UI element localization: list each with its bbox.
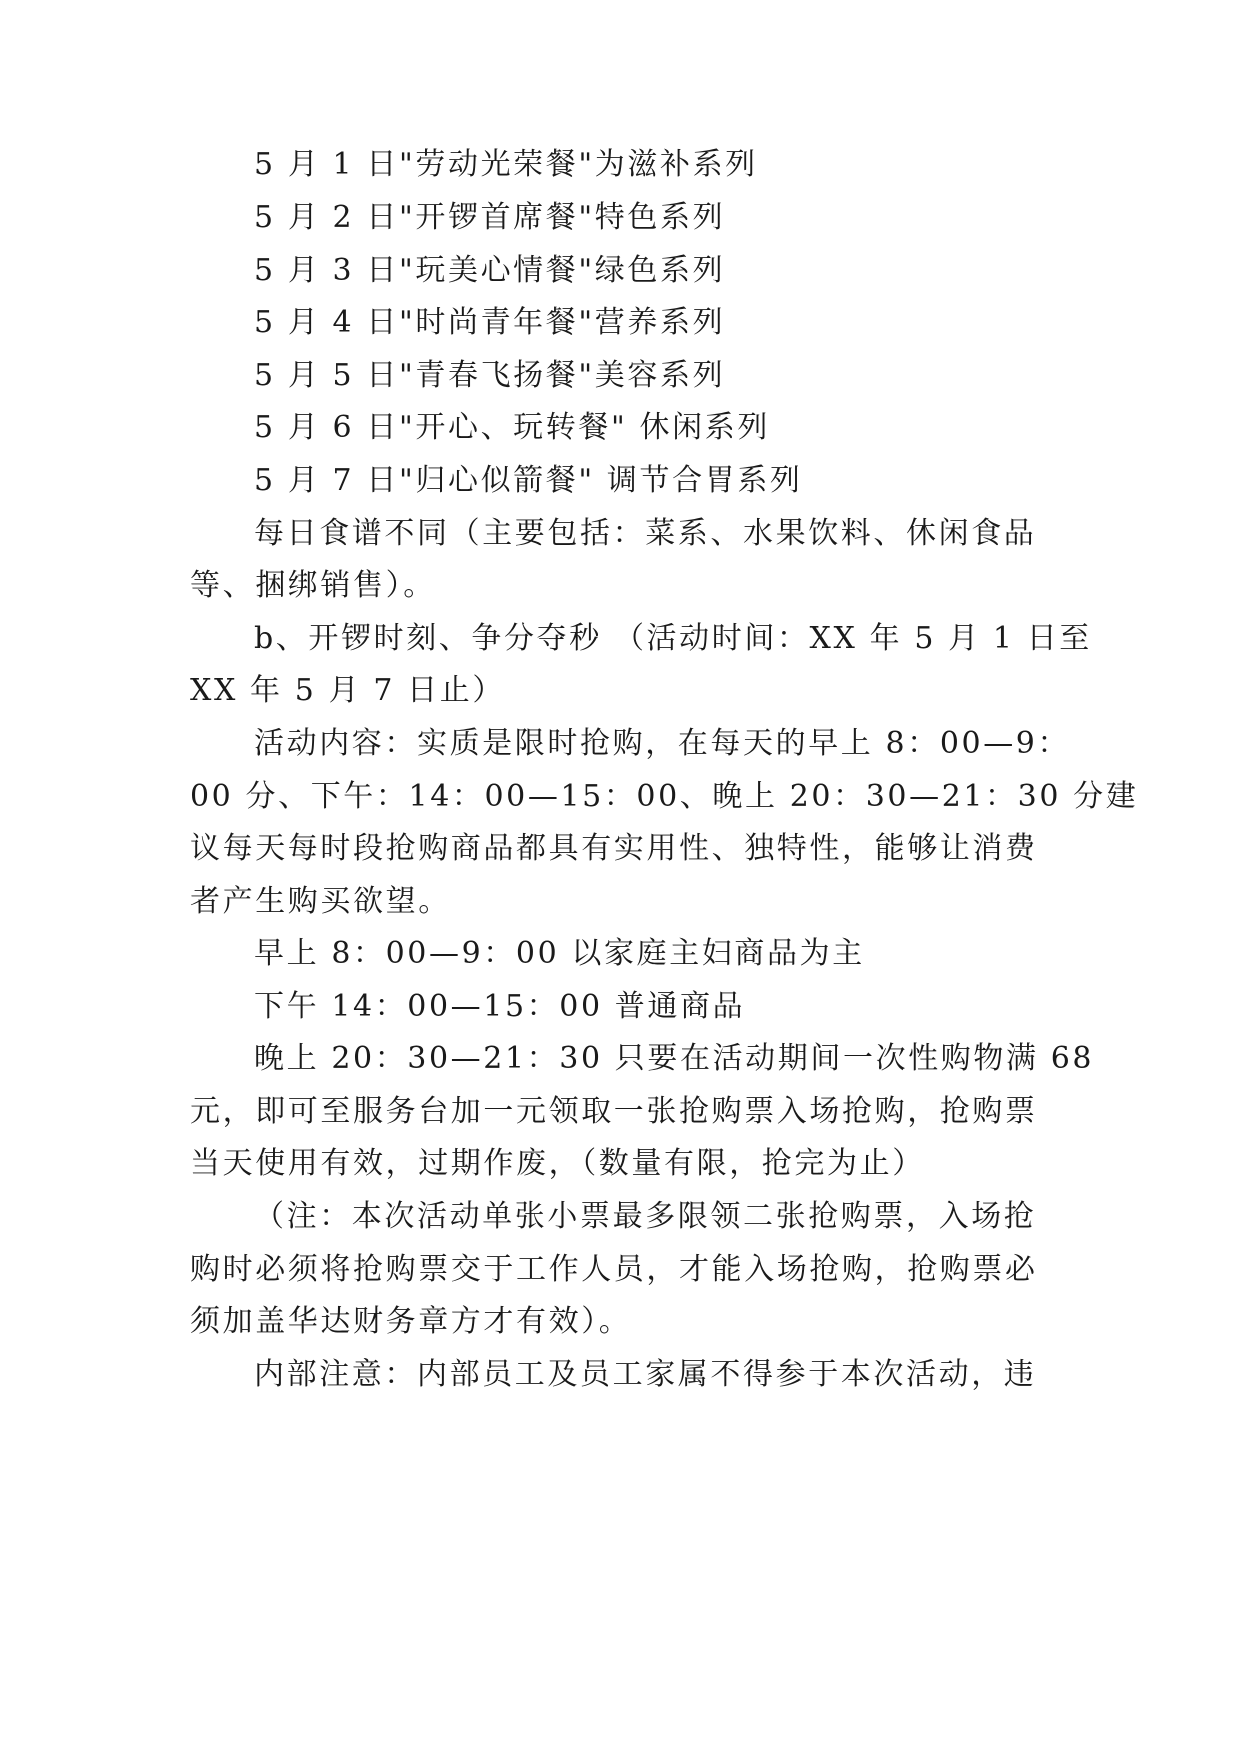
menu-line-may-4: 5 月 4 日"时尚青年餐"营养系列 <box>254 305 726 340</box>
paragraph-note-line-3: 须加盖华达财务章方才有效）。 <box>190 1304 632 1339</box>
paragraph-content-line-2: 00 分、下午：14：00—15：00、晚上 20：30—21：30 分建 <box>190 779 1139 814</box>
paragraph-section-b-line-1: b、开锣时刻、争分夺秒 （活动时间：XX 年 5 月 1 日至 <box>254 621 1092 656</box>
paragraph-note-line-2: 购时必须将抢购票交于工作人员，才能入场抢购，抢购票必 <box>190 1252 1038 1287</box>
paragraph-section-b-line-2: XX 年 5 月 7 日止） <box>190 673 505 708</box>
menu-line-may-5: 5 月 5 日"青春飞扬餐"美容系列 <box>254 358 726 393</box>
menu-line-may-1: 5 月 1 日"劳动光荣餐"为滋补系列 <box>254 147 758 182</box>
menu-line-may-6: 5 月 6 日"开心、玩转餐" 休闲系列 <box>254 410 770 445</box>
menu-line-may-2: 5 月 2 日"开锣首席餐"特色系列 <box>254 200 726 235</box>
paragraph-note-line-1: （注：本次活动单张小票最多限领二张抢购票，入场抢 <box>254 1199 1037 1234</box>
paragraph-evening-line-2: 元，即可至服务台加一元领取一张抢购票入场抢购，抢购票 <box>190 1094 1038 1129</box>
paragraph-content-line-1: 活动内容：实质是限时抢购，在每天的早上 8：00—9： <box>254 726 1071 761</box>
schedule-line-afternoon: 下午 14：00—15：00 普通商品 <box>254 989 746 1024</box>
paragraph-recipe-line-2: 等、捆绑销售）。 <box>190 568 436 603</box>
schedule-line-morning: 早上 8：00—9：00 以家庭主妇商品为主 <box>254 936 865 971</box>
paragraph-content-line-4: 者产生购买欲望。 <box>190 884 451 919</box>
paragraph-content-line-3: 议每天每时段抢购商品都具有实用性、独特性，能够让消费 <box>190 831 1038 866</box>
menu-line-may-7: 5 月 7 日"归心似箭餐" 调节合胃系列 <box>254 463 803 498</box>
menu-line-may-3: 5 月 3 日"玩美心情餐"绿色系列 <box>254 253 726 288</box>
paragraph-evening-line-1: 晚上 20：30—21：30 只要在活动期间一次性购物满 68 <box>254 1041 1095 1076</box>
paragraph-evening-line-3: 当天使用有效，过期作废，（数量有限，抢完为止） <box>190 1146 925 1181</box>
paragraph-internal-line-1: 内部注意：内部员工及员工家属不得参于本次活动，违 <box>254 1357 1037 1392</box>
paragraph-recipe-line-1: 每日食谱不同（主要包括：菜系、水果饮料、休闲食品 <box>254 516 1037 551</box>
